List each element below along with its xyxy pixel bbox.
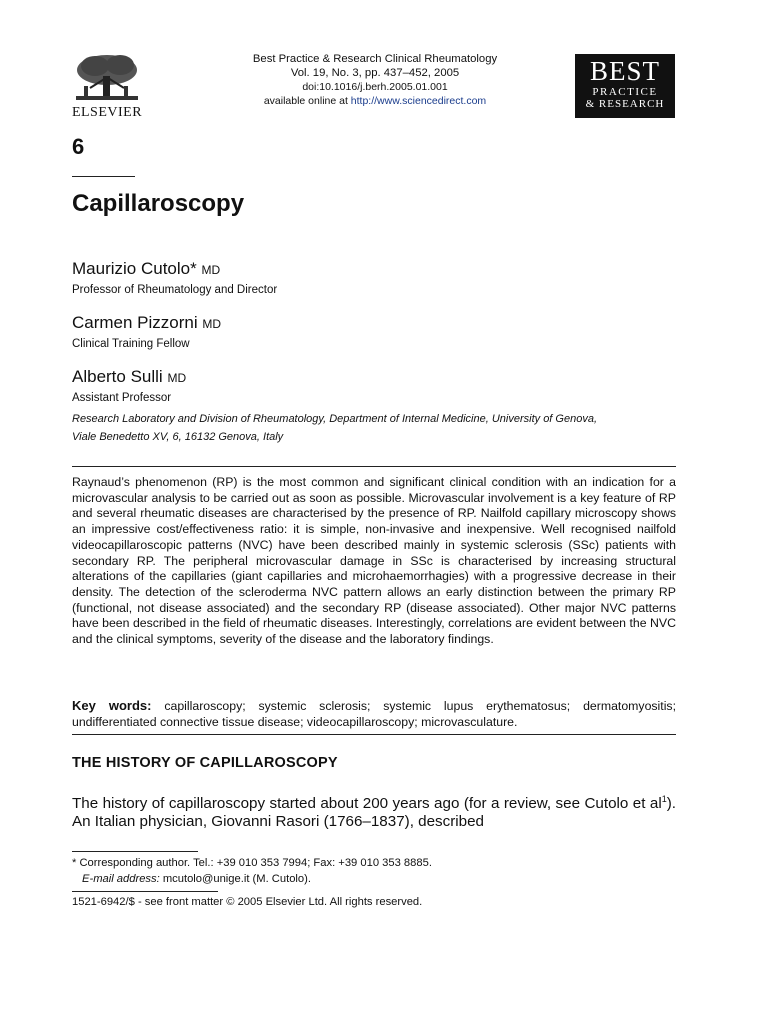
brand-line-3: & RESEARCH [585,98,665,110]
abstract: Raynaud’s phenomenon (RP) is the most common and significant clinical condition with an indication for a microvascular analysis to be carried out as soon as possible. Microvascular involvement is a key feature of RP and several rheumatic diseases are characterised by the presence of RP. Nailfold capillary microscopy shows an impressive cost/effectiveness ratio: it is simple, non-invasive and inexpensive. Well recognised nailfold videocapillaroscopic patterns (NVC) have been described mainly in systemic sclerosis (SSc) patients with secondary RP. The peripheral microvascular damage in SSc is characterised by increasing structural alterations of the capillaries (giant capillaries and microhaemorrhagies) with a progressive decrease in their density. The detection of the scleroderma NVC pattern allows an early distinction between the primary RP (functional, not disease associated) and the secondary RP (disease associated). Other major NVC patterns have been described in the field of rheumatic diseases. Interestingly, correlations are evident between the NVC and the clinical symptoms, severity of the disease and the laboratory findings. [72,475,676,647]
journal-info [200,52,550,108]
section-heading: THE HISTORY OF CAPILLAROSCOPY [72,755,338,771]
address-line-1: Research Laboratory and Division of Rheumatology, Department of Internal Medicine, University of Genova, [72,413,598,425]
volume-line: Vol. 19, No. 3, pp. 437–452, 2005 [290,67,460,79]
footnote-rule [72,851,198,852]
availability-line [200,94,550,108]
chapter-divider [72,176,135,177]
author-name [72,367,186,387]
author-name [72,259,220,279]
abstract-bottom-rule [72,734,676,735]
tree-logo-icon [70,52,144,104]
author-3-degree: MD [167,371,187,385]
reference-marker[interactable]: 1 [661,794,667,804]
doi: doi:10.1016/j.berh.2005.01.001 [302,81,448,93]
author-1-name: Maurizio Cutolo* [72,259,197,278]
abstract-top-rule [72,466,676,467]
author-name [72,313,221,333]
best-practice-logo [575,54,675,118]
corresponding-author-note: * Corresponding author. Tel.: +39 010 353 7994; Fax: +39 010 353 8885. [72,857,432,869]
body-text-end: ). An Italian physician, Giovanni Rasori (1766–1837), described [72,795,676,831]
author-2-degree: MD [202,317,222,331]
chapter-title: Capillaroscopy [72,190,245,217]
keywords [72,698,676,730]
body-paragraph [72,790,676,831]
affiliation-address [72,410,597,446]
copyright-line: 1521-6942/$ - see front matter © 2005 Elsevier Ltd. All rights reserved. [72,896,423,908]
availability-prefix: available online at [263,95,351,107]
chapter-number: 6 [72,134,85,159]
sciencedirect-link[interactable]: http://www.sciencedirect.com [350,95,487,107]
author-2-role: Clinical Training Fellow [72,338,190,350]
elsevier-logo [70,52,144,121]
journal-title: Best Practice & Research Clinical Rheumatology [252,53,498,65]
publisher-name: ELSEVIER [71,105,143,120]
author-3-role: Assistant Professor [72,392,172,404]
brand-line-2: PRACTICE [592,86,658,98]
keywords-text: capillaroscopy; systemic sclerosis; systemic lupus erythematosus; dermatomyositis; undifferentiated connective tissue disease; videocapillaroscopy; microvasculature. [72,699,676,729]
copyright-rule [72,891,218,892]
author-1-degree: MD [201,263,221,277]
email-value: mcutolo@unige.it (M. Cutolo). [159,873,311,885]
brand-line-1: BEST [589,56,660,86]
body-text-start: The history of capillaroscopy started about 200 years ago (for a review, see Cutolo et al [72,795,662,813]
email-label: E-mail address: [82,873,160,885]
keywords-label: Key words: [72,698,152,713]
address-line-2: Viale Benedetto XV, 6, 16132 Genova, Italy [72,431,284,443]
email-note [82,872,311,887]
author-1-role: Professor of Rheumatology and Director [72,284,278,296]
author-3-name: Alberto Sulli [72,367,163,386]
author-2-name: Carmen Pizzorni [72,313,198,332]
